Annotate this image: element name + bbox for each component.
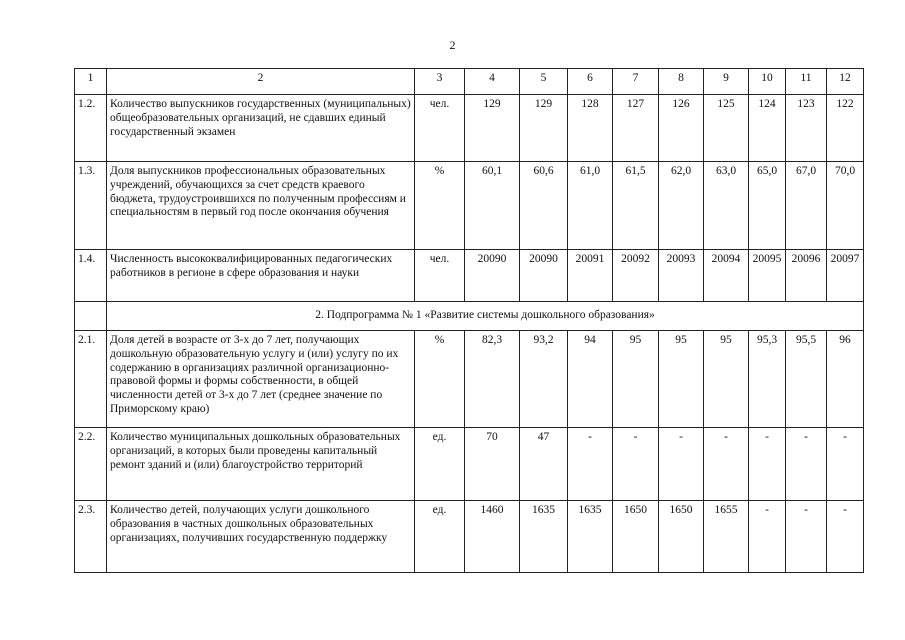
indicators-table xyxy=(74,68,864,573)
value-cell: 61,0 xyxy=(568,162,613,250)
value-cell: - xyxy=(659,428,704,501)
unit: % xyxy=(415,162,465,250)
value-cell: - xyxy=(704,428,749,501)
value-cell: 122 xyxy=(827,95,864,162)
header-cell: 3 xyxy=(415,69,465,95)
header-cell: 2 xyxy=(107,69,415,95)
section-title: 2. Подпрограмма № 1 «Развитие системы дошкольного образования» xyxy=(107,302,864,331)
value-cell: 65,0 xyxy=(749,162,786,250)
page-number: 2 xyxy=(449,38,456,52)
value-cell: 124 xyxy=(749,95,786,162)
row-number: 2.1. xyxy=(75,331,107,428)
value-cell: 95 xyxy=(659,331,704,428)
value-cell: 67,0 xyxy=(786,162,827,250)
header-cell: 4 xyxy=(465,69,520,95)
value-cell: 1635 xyxy=(520,501,568,573)
indicator-name: Численность высококвалифицированных педагогических работников в регионе в сфере образования и науки xyxy=(107,250,415,302)
value-cell: 62,0 xyxy=(659,162,704,250)
header-cell: 12 xyxy=(827,69,864,95)
value-cell: 1650 xyxy=(659,501,704,573)
value-cell: - xyxy=(827,428,864,501)
value-cell: 60,1 xyxy=(465,162,520,250)
value-cell: 129 xyxy=(465,95,520,162)
value-cell: - xyxy=(568,428,613,501)
value-cell: - xyxy=(749,501,786,573)
value-cell: 96 xyxy=(827,331,864,428)
unit: % xyxy=(415,331,465,428)
value-cell: 20095 xyxy=(749,250,786,302)
value-cell: 20093 xyxy=(659,250,704,302)
value-cell: 82,3 xyxy=(465,331,520,428)
value-cell: 126 xyxy=(659,95,704,162)
header-cell: 6 xyxy=(568,69,613,95)
value-cell: 20094 xyxy=(704,250,749,302)
row-number: 2.2. xyxy=(75,428,107,501)
header-cell: 10 xyxy=(749,69,786,95)
value-cell: 1460 xyxy=(465,501,520,573)
header-cell: 1 xyxy=(75,69,107,95)
value-cell: - xyxy=(786,501,827,573)
table-row xyxy=(75,501,864,573)
unit: ед. xyxy=(415,501,465,573)
value-cell: 1650 xyxy=(613,501,659,573)
value-cell: 20090 xyxy=(520,250,568,302)
header-cell: 8 xyxy=(659,69,704,95)
value-cell: 95 xyxy=(613,331,659,428)
value-cell: 123 xyxy=(786,95,827,162)
value-cell: 129 xyxy=(520,95,568,162)
value-cell: 70,0 xyxy=(827,162,864,250)
value-cell: 47 xyxy=(520,428,568,501)
header-cell: 7 xyxy=(613,69,659,95)
value-cell: 95,3 xyxy=(749,331,786,428)
table-row xyxy=(75,331,864,428)
value-cell: 63,0 xyxy=(704,162,749,250)
section-row xyxy=(75,302,864,331)
indicator-name: Количество муниципальных дошкольных образовательных организаций, в которых были проведены капитальный ремонт зданий и (или) благоустройство территорий xyxy=(107,428,415,501)
value-cell: 20090 xyxy=(465,250,520,302)
value-cell: 1655 xyxy=(704,501,749,573)
value-cell: 20096 xyxy=(786,250,827,302)
row-number: 1.4. xyxy=(75,250,107,302)
value-cell: 20097 xyxy=(827,250,864,302)
value-cell: 125 xyxy=(704,95,749,162)
header-cell: 11 xyxy=(786,69,827,95)
value-cell: 20092 xyxy=(613,250,659,302)
value-cell: - xyxy=(786,428,827,501)
indicator-name: Доля выпускников профессиональных образовательных учреждений, обучающихся за счет средств краевого бюджета, трудоустроившихся по полученным профессиям и специальностям в первый год после окончания обучения xyxy=(107,162,415,250)
table-row xyxy=(75,250,864,302)
value-cell: 20091 xyxy=(568,250,613,302)
table-row xyxy=(75,162,864,250)
table-row xyxy=(75,95,864,162)
indicator-name: Количество детей, получающих услуги дошкольного образования в частных дошкольных образовательных организациях, получивших государственную поддержку xyxy=(107,501,415,573)
value-cell: 95,5 xyxy=(786,331,827,428)
value-cell: 70 xyxy=(465,428,520,501)
value-cell: - xyxy=(827,501,864,573)
value-cell: 95 xyxy=(704,331,749,428)
table-header-row xyxy=(75,69,864,95)
value-cell: 94 xyxy=(568,331,613,428)
row-number: 1.3. xyxy=(75,162,107,250)
unit: ед. xyxy=(415,428,465,501)
row-number: 2.3. xyxy=(75,501,107,573)
unit: чел. xyxy=(415,250,465,302)
value-cell: 61,5 xyxy=(613,162,659,250)
header-cell: 5 xyxy=(520,69,568,95)
value-cell: 60,6 xyxy=(520,162,568,250)
value-cell: - xyxy=(749,428,786,501)
indicator-name: Количество выпускников государственных (муниципальных) общеобразовательных организаций, не сдавших единый государственный экзамен xyxy=(107,95,415,162)
value-cell: - xyxy=(613,428,659,501)
value-cell: 93,2 xyxy=(520,331,568,428)
header-cell: 9 xyxy=(704,69,749,95)
value-cell: 1635 xyxy=(568,501,613,573)
unit: чел. xyxy=(415,95,465,162)
value-cell: 127 xyxy=(613,95,659,162)
section-number-cell xyxy=(75,302,107,331)
indicator-name: Доля детей в возрасте от 3-х до 7 лет, получающих дошкольную образовательную услугу и (или) услугу по их содержанию в организациях различной организационно-правовой формы и формы собственности, в общей численности детей от 3-х до 7 лет (среднее значение по Приморскому краю) xyxy=(107,331,415,428)
table-row xyxy=(75,428,864,501)
row-number: 1.2. xyxy=(75,95,107,162)
value-cell: 128 xyxy=(568,95,613,162)
